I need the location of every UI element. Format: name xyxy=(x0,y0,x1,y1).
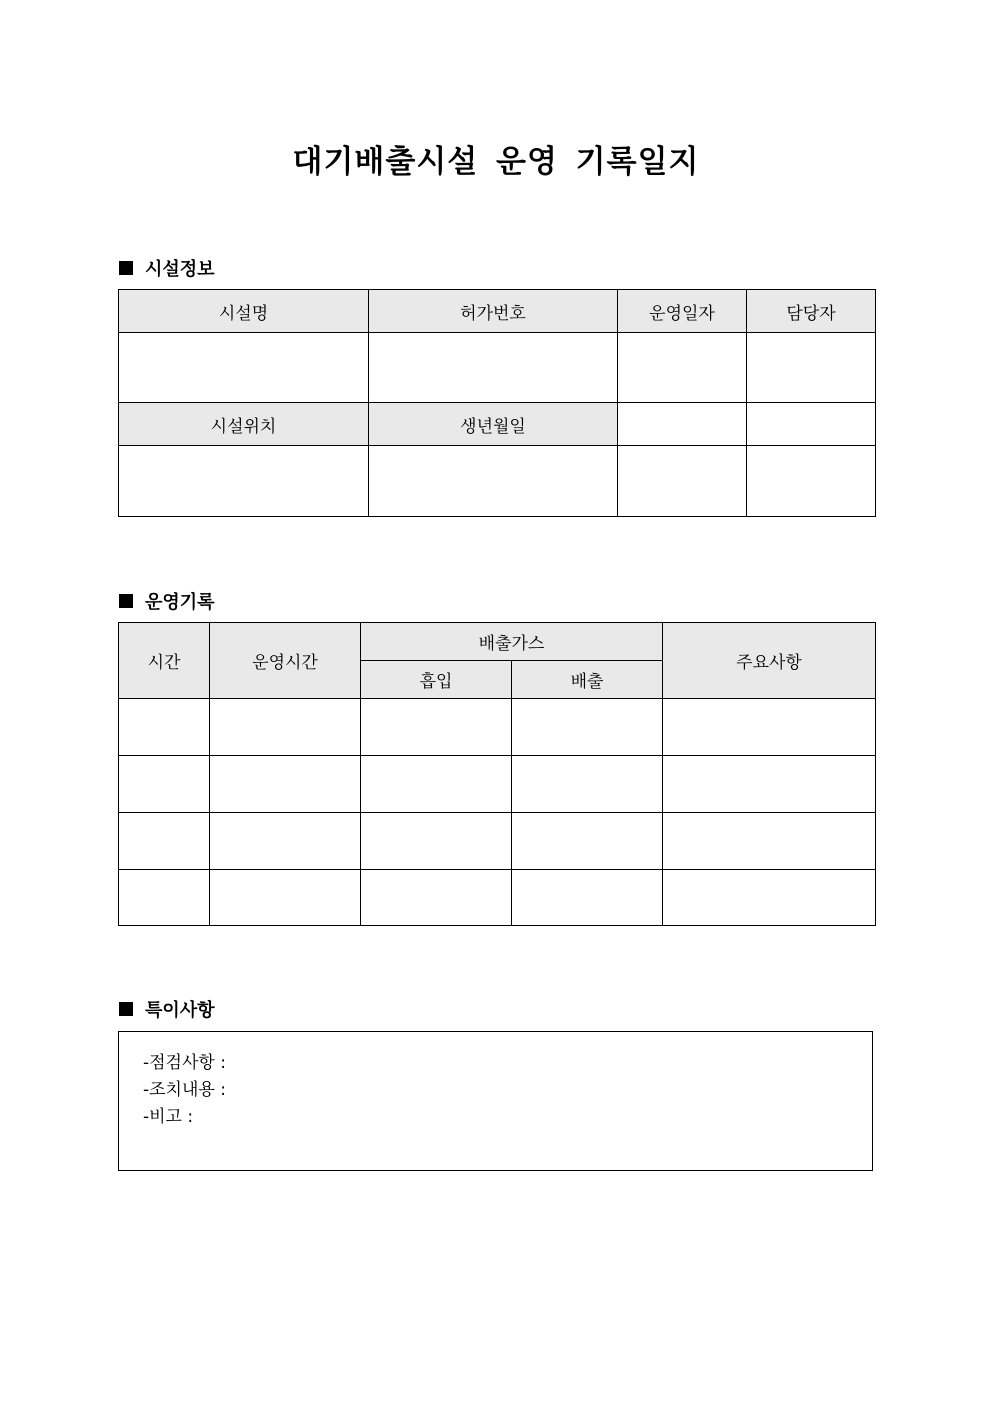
section-heading-label: 운영기록 xyxy=(145,592,215,613)
square-bullet-icon xyxy=(119,594,133,608)
header-facility-location: 시설위치 xyxy=(119,403,369,446)
header-exhaust-gas: 배출가스 xyxy=(361,623,663,661)
header-intake: 흡입 xyxy=(361,661,512,699)
header-operation-date: 운영일자 xyxy=(618,290,747,333)
time-cell[interactable] xyxy=(119,813,210,870)
table-row xyxy=(119,290,876,333)
header-birth-date: 생년월일 xyxy=(369,403,618,446)
operating-time-cell[interactable] xyxy=(210,699,361,756)
facility-location-cell[interactable] xyxy=(119,446,369,517)
facility-name-cell[interactable] xyxy=(119,333,369,403)
person-in-charge-cell[interactable] xyxy=(747,333,876,403)
table-row xyxy=(119,699,876,756)
header-person-in-charge: 담당자 xyxy=(747,290,876,333)
empty-cell[interactable] xyxy=(618,446,747,517)
operation-date-cell[interactable] xyxy=(618,333,747,403)
empty-cell[interactable] xyxy=(747,446,876,517)
table-row xyxy=(119,623,876,661)
operating-time-cell[interactable] xyxy=(210,756,361,813)
empty-cell[interactable] xyxy=(618,403,747,446)
notes-cell[interactable] xyxy=(663,870,876,926)
header-operating-time: 운영시간 xyxy=(210,623,361,699)
empty-cell[interactable] xyxy=(747,403,876,446)
notes-cell[interactable] xyxy=(663,756,876,813)
time-cell[interactable] xyxy=(119,870,210,926)
header-time: 시간 xyxy=(119,623,210,699)
discharge-cell[interactable] xyxy=(512,813,663,870)
remarks-box[interactable] xyxy=(118,1031,873,1171)
discharge-cell[interactable] xyxy=(512,870,663,926)
birth-date-cell[interactable] xyxy=(369,446,618,517)
section-heading-remarks xyxy=(119,996,215,1022)
time-cell[interactable] xyxy=(119,699,210,756)
operating-time-cell[interactable] xyxy=(210,813,361,870)
square-bullet-icon xyxy=(119,1002,133,1016)
notes-cell[interactable] xyxy=(663,813,876,870)
notes-cell[interactable] xyxy=(663,699,876,756)
section-heading-operation xyxy=(119,588,215,614)
table-row xyxy=(119,403,876,446)
intake-cell[interactable] xyxy=(361,699,512,756)
section-heading-label: 특이사항 xyxy=(145,1000,215,1021)
section-heading-label: 시설정보 xyxy=(145,259,215,280)
facility-info-table xyxy=(118,289,876,517)
header-facility-name: 시설명 xyxy=(119,290,369,333)
table-row xyxy=(119,756,876,813)
intake-cell[interactable] xyxy=(361,870,512,926)
operating-time-cell[interactable] xyxy=(210,870,361,926)
inspection-line: -점검사항 : xyxy=(143,1053,226,1073)
intake-cell[interactable] xyxy=(361,756,512,813)
square-bullet-icon xyxy=(119,261,133,275)
header-discharge: 배출 xyxy=(512,661,663,699)
table-row xyxy=(119,446,876,517)
header-main-notes: 주요사항 xyxy=(663,623,876,699)
discharge-cell[interactable] xyxy=(512,756,663,813)
header-permit-number: 허가번호 xyxy=(369,290,618,333)
table-row xyxy=(119,870,876,926)
page-title: 대기배출시설 운영 기록일지 xyxy=(292,144,700,180)
table-row xyxy=(119,813,876,870)
operation-record-table xyxy=(118,622,876,926)
table-row xyxy=(119,333,876,403)
intake-cell[interactable] xyxy=(361,813,512,870)
section-heading-facility xyxy=(119,255,215,281)
permit-number-cell[interactable] xyxy=(369,333,618,403)
discharge-cell[interactable] xyxy=(512,699,663,756)
action-line: -조치내용 : xyxy=(143,1080,226,1100)
time-cell[interactable] xyxy=(119,756,210,813)
remark-line: -비고 : xyxy=(143,1107,194,1127)
